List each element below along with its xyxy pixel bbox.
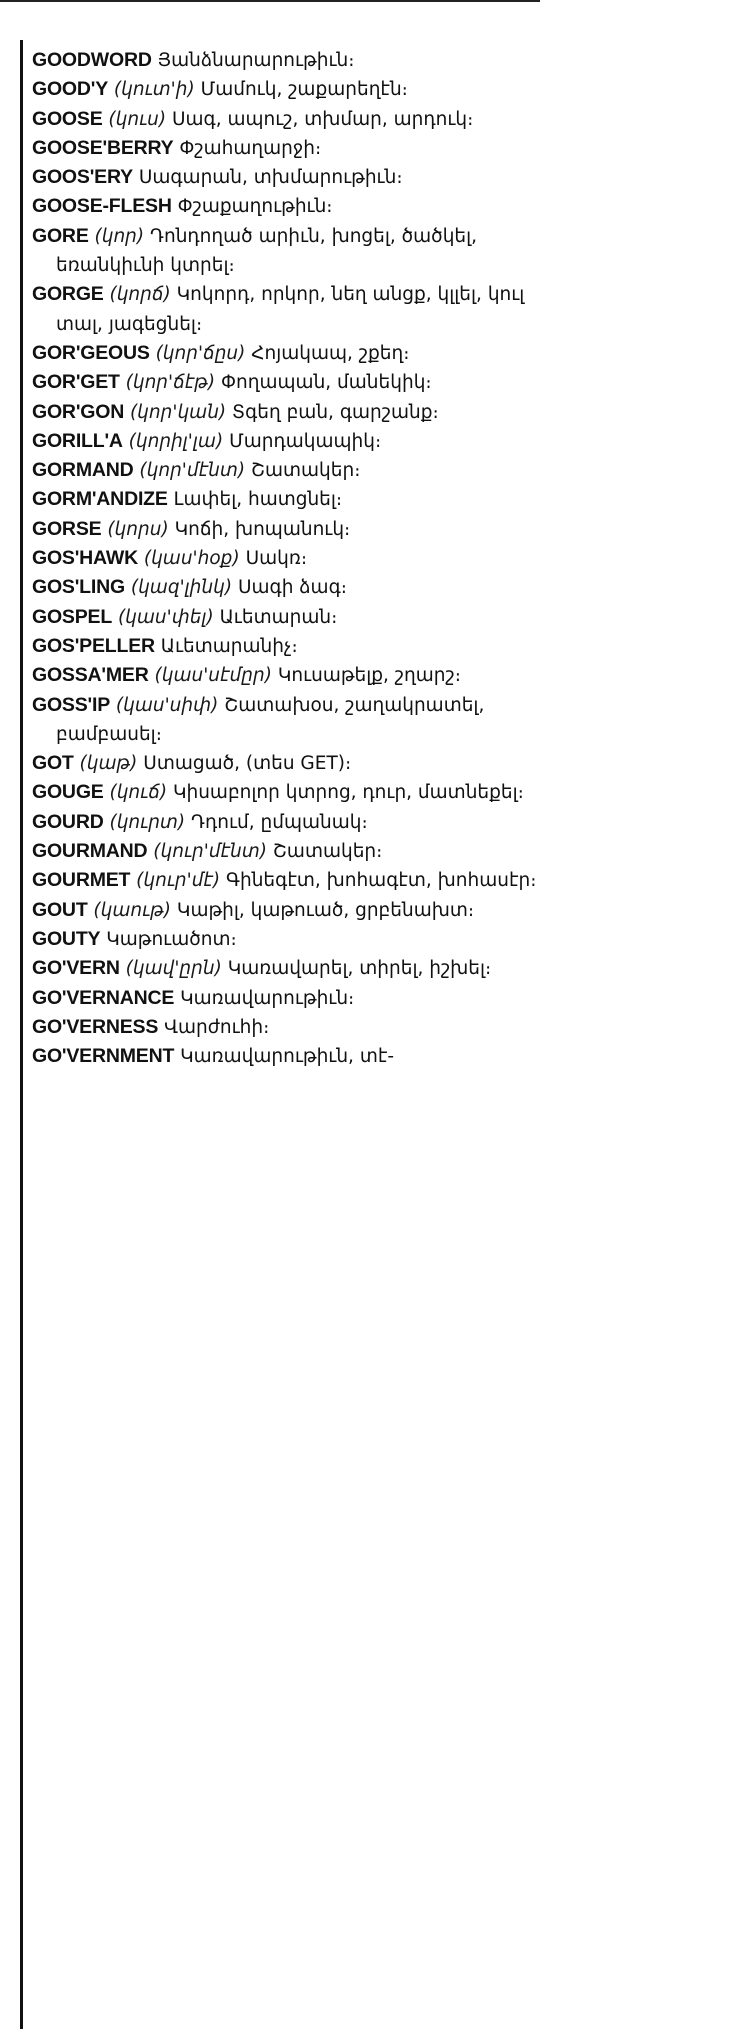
dictionary-entry bbox=[32, 954, 552, 983]
entry-definition: Տգեղ բան, գարշանք։ bbox=[232, 401, 439, 423]
dictionary-entry bbox=[32, 632, 552, 661]
entry-definition: Կուսաթելք, շղարշ։ bbox=[277, 665, 461, 687]
dictionary-entry bbox=[32, 105, 552, 134]
entry-pronunciation: (կաս'սէմըր) bbox=[154, 665, 272, 687]
entry-definition: Փշաքաղութիւն։ bbox=[177, 196, 333, 218]
entry-pronunciation: (կոր'ճըս) bbox=[155, 342, 246, 364]
dictionary-entry bbox=[32, 603, 552, 632]
entry-headword: GOURD bbox=[32, 810, 104, 833]
dictionary-entry bbox=[32, 1042, 552, 1071]
entry-definition: Փշահաղարջի։ bbox=[179, 137, 322, 159]
entry-definition: Ստացած, (տես GET)։ bbox=[143, 753, 352, 775]
entry-pronunciation: (կուր'մէ) bbox=[136, 870, 221, 892]
dictionary-entry bbox=[32, 46, 552, 75]
dictionary-entry bbox=[32, 925, 552, 954]
entry-definition: Հոյակապ, շքեղ։ bbox=[251, 342, 410, 364]
entry-definition: Վարժուհի։ bbox=[164, 1016, 270, 1038]
top-rule bbox=[0, 0, 540, 2]
dictionary-entry bbox=[32, 339, 552, 368]
entry-definition: Կիսաբոլոր կտրոց, դուր, մատնեքել։ bbox=[172, 782, 524, 804]
dictionary-entry bbox=[32, 134, 552, 163]
dictionary-entry bbox=[32, 163, 552, 192]
entry-pronunciation: (կուր'մէնտ) bbox=[153, 841, 268, 863]
entry-headword: GOSSA'MER bbox=[32, 664, 149, 687]
dictionary-entry bbox=[32, 661, 552, 690]
entry-definition: Սագի ձագ։ bbox=[237, 577, 347, 599]
entry-definition: Սակռ։ bbox=[245, 548, 308, 570]
entry-pronunciation: (կուտ'ի) bbox=[113, 79, 195, 101]
entry-pronunciation: (կաս'հօք) bbox=[143, 548, 240, 570]
dictionary-entry bbox=[32, 515, 552, 544]
entry-definition: Դոնդողած արիւն, խոցել, ծածկել, եռանկիւնի կտրել։ bbox=[56, 225, 478, 277]
entry-pronunciation: (կաս'փել) bbox=[117, 606, 214, 628]
entry-definition: Յանձնարարութիւն։ bbox=[157, 50, 355, 71]
entry-headword: GOS'PELLER bbox=[32, 634, 155, 657]
entry-pronunciation: (կաթ) bbox=[79, 753, 138, 775]
entry-headword: GO'VERNANCE bbox=[32, 986, 175, 1009]
entry-headword: GOR'GON bbox=[32, 400, 125, 423]
entry-definition: Աւետարան։ bbox=[219, 606, 338, 628]
entry-headword: GO'VERN bbox=[32, 957, 120, 980]
entry-definition: Դդում, ըմպանակ։ bbox=[191, 811, 368, 833]
dictionary-entry bbox=[32, 808, 552, 837]
entry-headword: GOOS'ERY bbox=[32, 166, 133, 189]
dictionary-entry bbox=[32, 1013, 552, 1042]
entry-pronunciation: (կոր'մէնտ) bbox=[139, 460, 246, 482]
entry-headword: GORE bbox=[32, 224, 89, 247]
dictionary-entry bbox=[32, 280, 552, 339]
entry-definition: Սագ, ապուշ, տխմար, արդուկ։ bbox=[171, 108, 474, 130]
entry-definition: Լափել, հատցնել։ bbox=[173, 489, 343, 511]
entry-headword: GOR'GEOUS bbox=[32, 341, 150, 364]
dictionary-entry bbox=[32, 544, 552, 573]
entry-definition: Սագարան, տխմարութիւն։ bbox=[138, 167, 403, 189]
entry-definition: Կոկորդ, որկոր, նեղ անցք, կլլել, կուլ տալ, յագեցնել։ bbox=[56, 284, 525, 335]
entry-definition: Կաթիլ, կաթուած, ցրբենախտ։ bbox=[176, 899, 475, 921]
entry-definition: Կաթուածոտ։ bbox=[106, 928, 237, 950]
dictionary-entry bbox=[32, 896, 552, 925]
dictionary-entry bbox=[32, 573, 552, 602]
dictionary-entry bbox=[32, 456, 552, 485]
entry-headword: GOS'LING bbox=[32, 576, 125, 599]
entry-headword: GO'VERNESS bbox=[32, 1015, 159, 1038]
entry-definition: Շատակեր։ bbox=[272, 841, 383, 863]
entry-definition: Շատակեր։ bbox=[250, 460, 361, 482]
dictionary-entry bbox=[32, 222, 552, 281]
entry-headword: GOURMAND bbox=[32, 840, 148, 863]
dictionary-entry bbox=[32, 984, 552, 1013]
dictionary-entry bbox=[32, 75, 552, 104]
entry-headword: GORGE bbox=[32, 283, 104, 306]
entry-pronunciation: (կավ'ըրն) bbox=[125, 958, 222, 980]
entry-pronunciation: (կոր'ճէթ) bbox=[125, 372, 216, 394]
entry-pronunciation: (կոր'կան) bbox=[129, 401, 227, 423]
entry-definition: Կառավարել, տիրել, իշխել։ bbox=[227, 958, 492, 980]
entry-headword: GOOSE'BERRY bbox=[32, 136, 174, 159]
entry-definition: Փողապան, մանեկիկ։ bbox=[221, 372, 432, 394]
entry-headword: GORM'ANDIZE bbox=[32, 488, 168, 511]
entry-headword: GOURMET bbox=[32, 869, 131, 892]
entry-pronunciation: (կազ'լինկ) bbox=[130, 577, 233, 599]
entry-headword: GOUT bbox=[32, 898, 88, 921]
entry-headword: GO'VERNMENT bbox=[32, 1045, 175, 1068]
entry-definition: Շատախօս, շաղակրատել, բամբասել։ bbox=[56, 694, 485, 745]
dictionary-entries bbox=[32, 46, 552, 1071]
entry-pronunciation: (կաս'սիփ) bbox=[115, 694, 219, 716]
entry-definition: Աւետարանիչ։ bbox=[160, 635, 298, 657]
entry-headword: GOOSE-FLESH bbox=[32, 195, 172, 218]
dictionary-entry bbox=[32, 778, 552, 807]
entry-headword: GOSPEL bbox=[32, 605, 113, 628]
dictionary-entry bbox=[32, 485, 552, 514]
entry-pronunciation: (կոր) bbox=[94, 225, 145, 247]
column-rule bbox=[20, 40, 23, 2029]
entry-headword: GOUTY bbox=[32, 927, 101, 950]
dictionary-entry bbox=[32, 192, 552, 221]
entry-headword: GORSE bbox=[32, 517, 102, 540]
entry-headword: GOT bbox=[32, 752, 74, 775]
entry-definition: Կոճի, խոպանուկ։ bbox=[174, 518, 351, 540]
dictionary-entry bbox=[32, 837, 552, 866]
dictionary-entry bbox=[32, 866, 552, 895]
entry-headword: GOS'HAWK bbox=[32, 547, 138, 570]
entry-definition: Կառավարութիւն, տէ- bbox=[180, 1046, 395, 1068]
dictionary-entry bbox=[32, 368, 552, 397]
dictionary-entry bbox=[32, 691, 552, 750]
entry-pronunciation: (կուս) bbox=[108, 108, 167, 130]
entry-pronunciation: (կաութ) bbox=[93, 899, 172, 921]
dictionary-entry bbox=[32, 398, 552, 427]
entry-definition: Մամուկ, շաքարեղէն։ bbox=[200, 79, 408, 101]
entry-headword: GORILL'A bbox=[32, 429, 123, 452]
entry-pronunciation: (կորս) bbox=[107, 518, 169, 540]
entry-pronunciation: (կորճ) bbox=[109, 284, 171, 306]
entry-headword: GOR'GET bbox=[32, 371, 120, 394]
entry-definition: Գինեգէտ, խոհագէտ, խոհասէր։ bbox=[226, 870, 537, 892]
entry-headword: GOUGE bbox=[32, 781, 104, 804]
entry-headword: GORMAND bbox=[32, 459, 134, 482]
entry-definition: Մարդակապիկ։ bbox=[229, 430, 382, 452]
entry-headword: GOOSE bbox=[32, 107, 103, 130]
entry-headword: GOOD'Y bbox=[32, 78, 109, 101]
dictionary-entry bbox=[32, 427, 552, 456]
entry-pronunciation: (կուճ) bbox=[109, 782, 168, 804]
entry-pronunciation: (կուրտ) bbox=[109, 811, 186, 833]
dictionary-entry bbox=[32, 749, 552, 778]
entry-headword: GOSS'IP bbox=[32, 693, 111, 716]
entry-headword: GOODWORD bbox=[32, 49, 152, 71]
entry-definition: Կառավարութիւն։ bbox=[180, 987, 355, 1009]
entry-pronunciation: (կորիլ'լա) bbox=[128, 430, 224, 452]
